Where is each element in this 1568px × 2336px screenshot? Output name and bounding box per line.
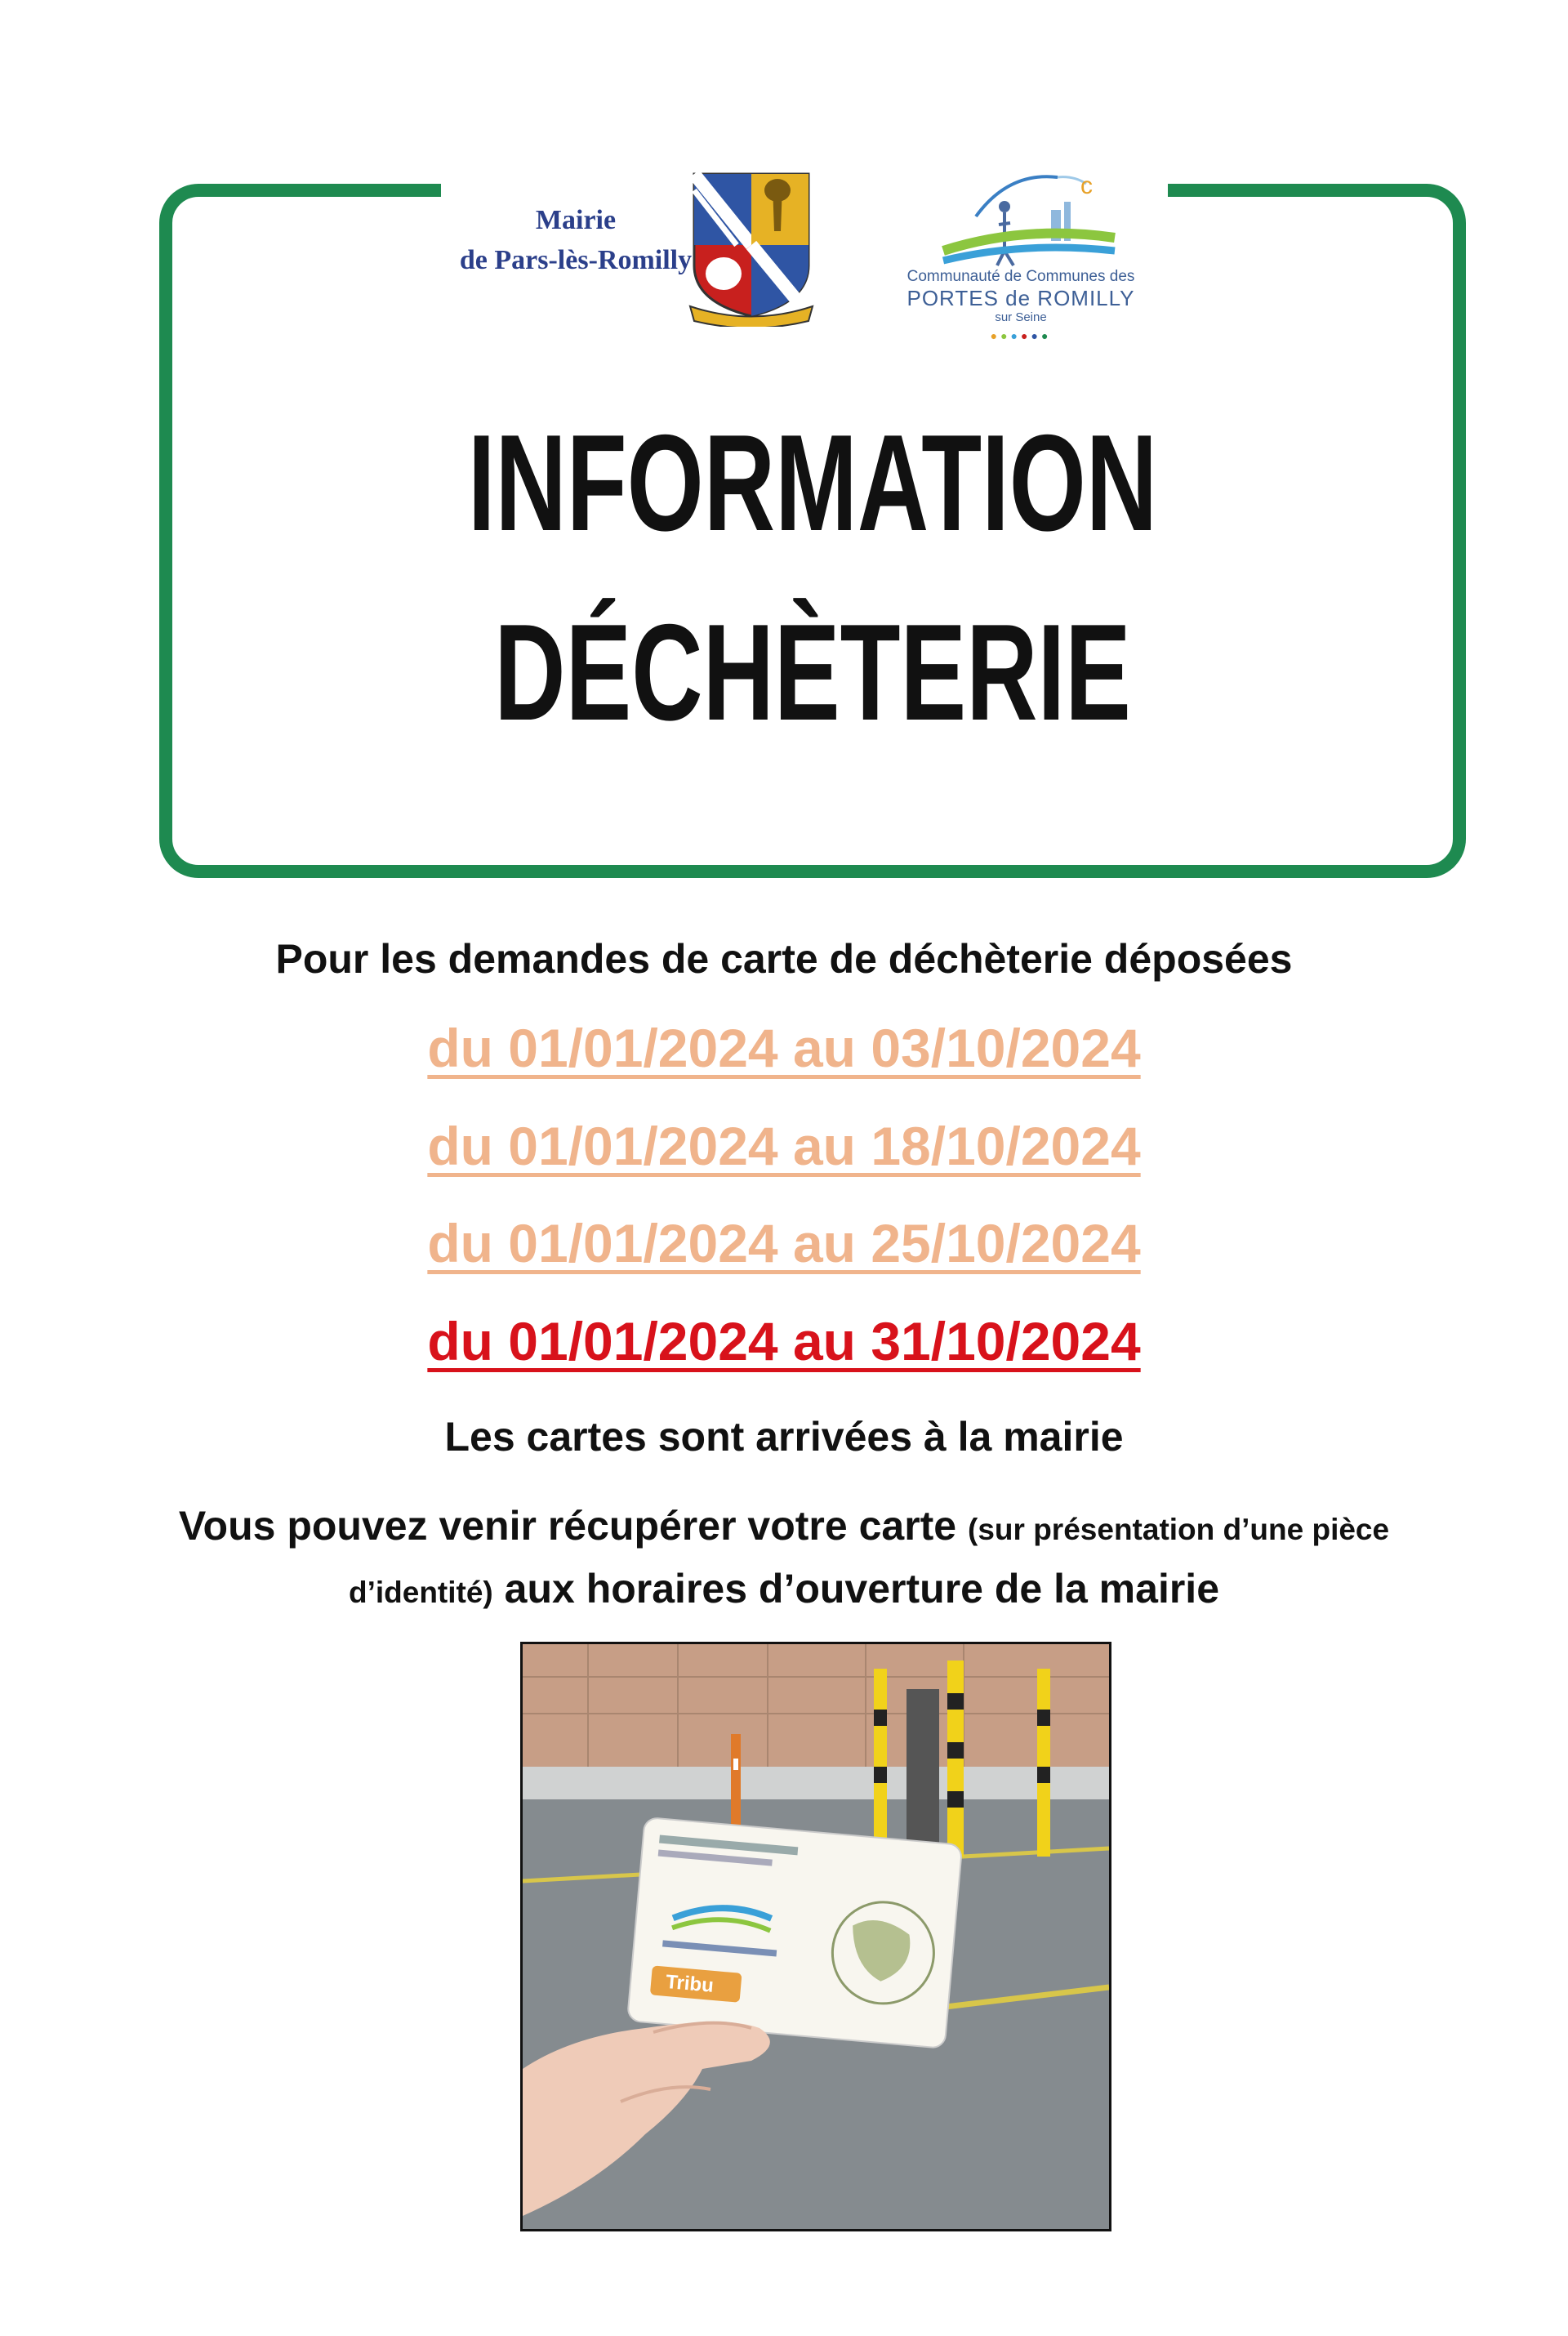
date-range-3: du 01/01/2024 au 25/10/2024 bbox=[427, 1213, 1141, 1273]
instructions-part1: Vous pouvez venir récupérer votre carte bbox=[178, 1503, 957, 1549]
cc-line2: PORTES de ROMILLY bbox=[906, 285, 1135, 310]
mairie-name bbox=[457, 200, 694, 281]
instructions-part3: aux horaires d’ouverture de la mairie bbox=[504, 1566, 1219, 1612]
svg-text:c: c bbox=[1080, 172, 1093, 199]
intro-text: Pour les demandes de carte de déchèterie déposées bbox=[275, 936, 1293, 982]
title-line1: INFORMATION bbox=[467, 406, 1158, 559]
mairie-line2: de Pars-lès-Romilly bbox=[459, 245, 693, 276]
date-range-1: du 01/01/2024 au 03/10/2024 bbox=[427, 1018, 1141, 1078]
cc-line1: Communauté de Communes des bbox=[906, 268, 1135, 285]
date-range-4: du 01/01/2024 au 31/10/2024 bbox=[427, 1311, 1141, 1371]
card-photo bbox=[520, 1642, 1111, 2231]
page-title bbox=[342, 388, 1283, 767]
color-dots: ●●●●●● bbox=[990, 329, 1052, 343]
card-photo-illustration bbox=[523, 1644, 1109, 2229]
community-name bbox=[898, 268, 1143, 342]
card-brand-text: Tribu bbox=[665, 1970, 715, 1997]
pickup-instructions bbox=[122, 1496, 1446, 1622]
title-line2: DÉCHÈTERIE bbox=[494, 595, 1131, 749]
coat-of-arms-icon bbox=[686, 167, 817, 327]
cc-line3: sur Seine bbox=[995, 310, 1047, 324]
date-range-2: du 01/01/2024 au 18/10/2024 bbox=[427, 1116, 1141, 1176]
arrival-notice: Les cartes sont arrivées à la mairie bbox=[444, 1414, 1124, 1460]
instructions-part2: (sur présentation d’une pièce d’identité) bbox=[348, 1513, 1390, 1609]
mairie-line1: Mairie bbox=[535, 205, 617, 235]
